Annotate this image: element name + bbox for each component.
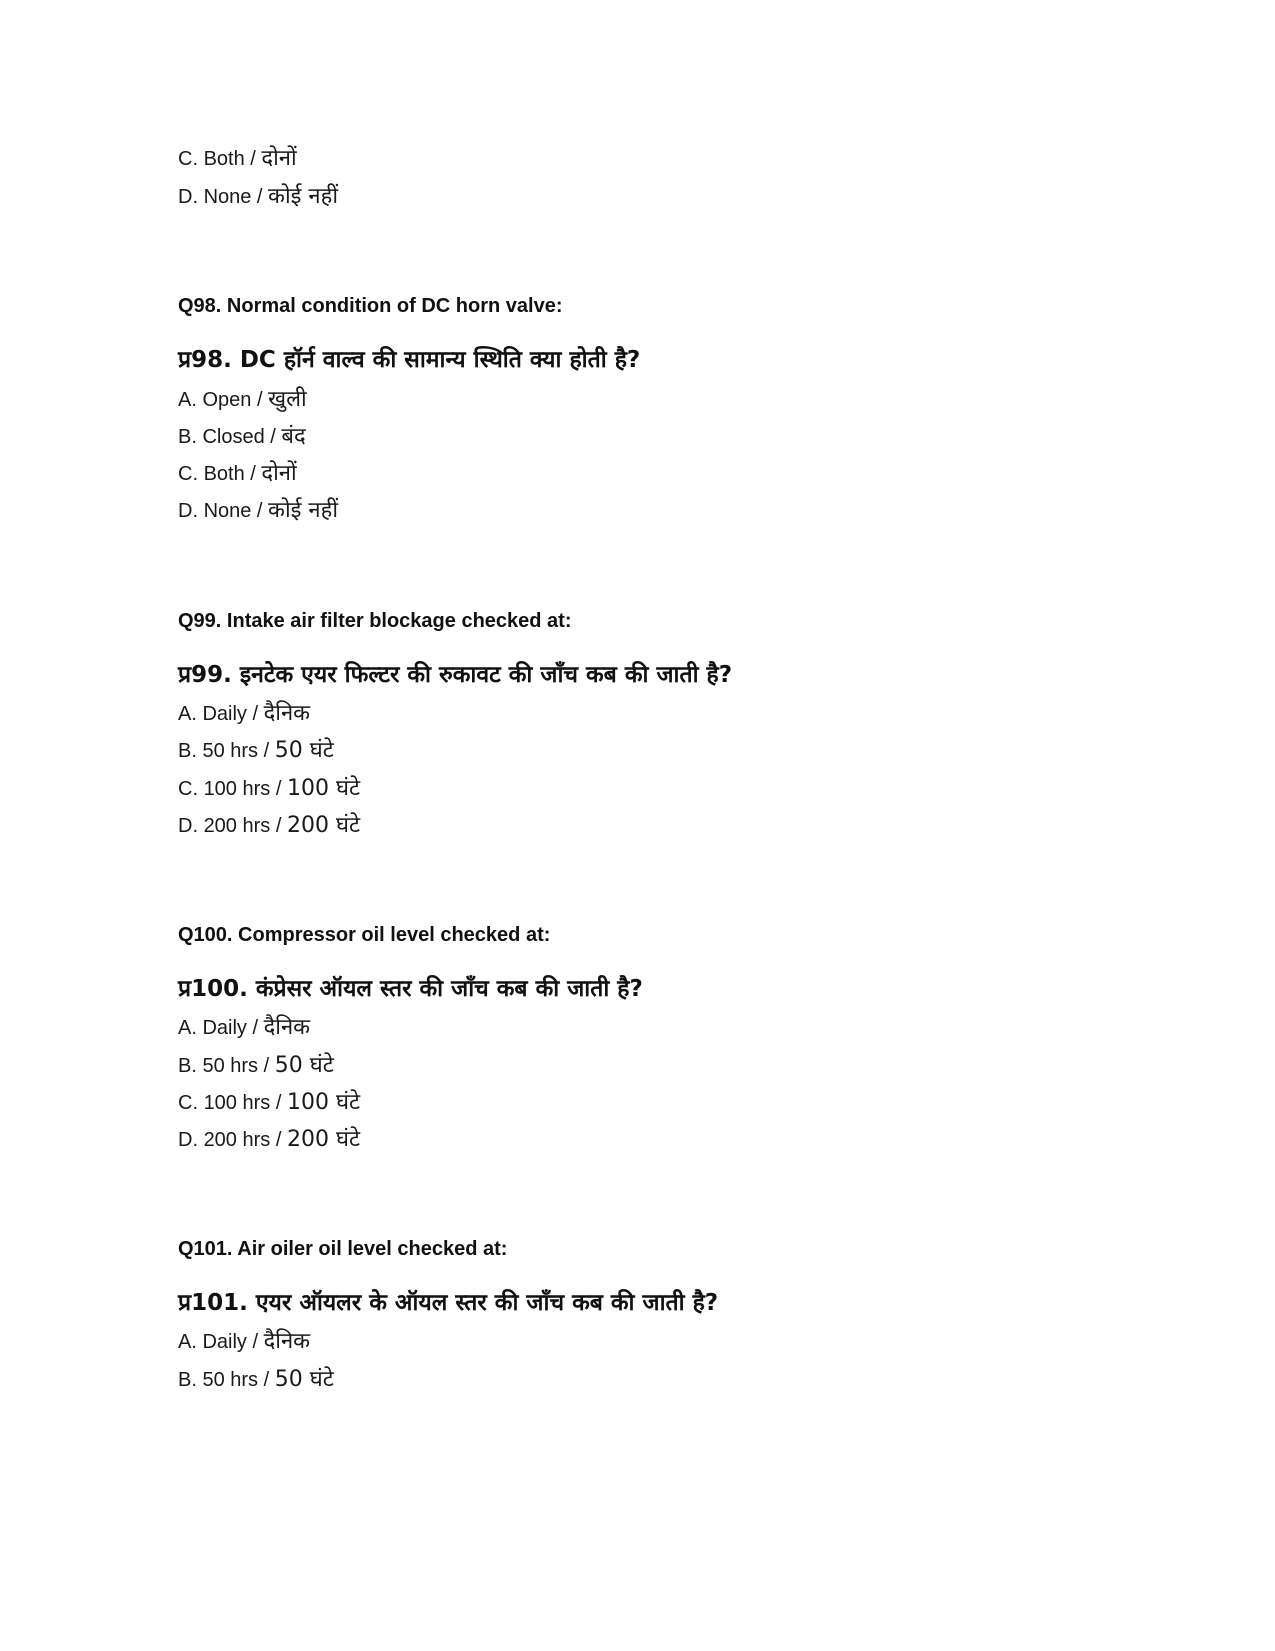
option-letter: B. — [178, 1055, 197, 1077]
question-title-en: Q98. Normal condition of DC horn valve: — [178, 295, 563, 317]
option-text-hi: दैनिक — [263, 1329, 311, 1354]
separator: / — [244, 148, 262, 170]
option-c — [178, 1092, 360, 1114]
option-text-en: Daily — [202, 703, 247, 725]
option-letter: C. — [178, 1092, 198, 1114]
option-text-en: 50 hrs — [202, 740, 259, 762]
option-text-en: 100 hrs — [203, 778, 271, 800]
option-continued-d — [178, 186, 338, 208]
separator: / — [264, 426, 282, 448]
separator: / — [258, 1055, 275, 1077]
option-text-en: Both — [203, 463, 245, 485]
option-text-hi: 50 घंटे — [274, 1367, 334, 1392]
option-text-en: Open — [202, 389, 252, 411]
option-text-hi: 50 घंटे — [274, 738, 334, 763]
option-letter: B. — [178, 1369, 197, 1391]
option-letter: C. — [178, 778, 198, 800]
option-c — [178, 463, 297, 485]
question-title-en: Q99. Intake air filter blockage checked at: — [178, 610, 572, 632]
option-c — [178, 778, 360, 800]
separator: / — [270, 1092, 287, 1114]
option-letter: D. — [178, 186, 198, 208]
question-title-en: Q100. Compressor oil level checked at: — [178, 924, 551, 946]
option-b — [178, 740, 334, 762]
option-text-hi: 100 घंटे — [286, 1090, 361, 1115]
option-d — [178, 500, 338, 522]
separator: / — [258, 1369, 275, 1391]
option-text-hi: कोई नहीं — [268, 184, 339, 209]
separator: / — [246, 703, 264, 725]
option-a — [178, 703, 310, 725]
question-title-hi: प्र101. एयर ऑयलर के ऑयल स्तर की जाँच कब की जाती है? — [178, 1290, 719, 1316]
question-title-hi: प्र99. इनटेक एयर फिल्टर की रुकावट की जाँच कब की जाती है? — [178, 662, 733, 688]
question-title-hi: प्र100. कंप्रेसर ऑयल स्तर की जाँच कब की जाती है? — [178, 976, 643, 1002]
option-letter: D. — [178, 1129, 198, 1151]
option-text-en: Daily — [202, 1017, 247, 1039]
option-text-hi: दैनिक — [263, 701, 311, 726]
option-letter: A. — [178, 389, 197, 411]
option-text-hi: दोनों — [261, 146, 297, 171]
option-text-en: None — [203, 186, 252, 208]
option-d — [178, 1129, 360, 1151]
question-title-hi: प्र98. DC हॉर्न वाल्व की सामान्य स्थिति क्या होती है? — [178, 347, 641, 373]
option-letter: D. — [178, 815, 198, 837]
option-a — [178, 389, 307, 411]
option-letter: B. — [178, 426, 197, 448]
option-d — [178, 815, 360, 837]
option-a — [178, 1017, 310, 1039]
option-a — [178, 1331, 310, 1353]
separator: / — [251, 500, 269, 522]
option-b — [178, 1055, 334, 1077]
option-text-hi: 200 घंटे — [286, 1127, 361, 1152]
option-letter: C. — [178, 463, 198, 485]
option-text-en: Both — [203, 148, 245, 170]
option-letter: D. — [178, 500, 198, 522]
option-text-en: Closed — [202, 426, 265, 448]
option-text-hi: 50 घंटे — [274, 1053, 334, 1078]
option-text-hi: 200 घंटे — [286, 813, 361, 838]
option-text-en: 200 hrs — [203, 815, 271, 837]
option-text-hi: खुली — [268, 387, 307, 412]
separator: / — [258, 740, 275, 762]
separator: / — [246, 1331, 264, 1353]
option-letter: A. — [178, 1017, 197, 1039]
option-text-en: Daily — [202, 1331, 247, 1353]
option-letter: B. — [178, 740, 197, 762]
option-text-hi: बंद — [281, 424, 306, 449]
separator: / — [244, 463, 262, 485]
separator: / — [270, 1129, 287, 1151]
separator: / — [270, 778, 287, 800]
option-text-en: 50 hrs — [202, 1369, 259, 1391]
separator: / — [246, 1017, 264, 1039]
option-text-en: 100 hrs — [203, 1092, 271, 1114]
question-title-en: Q101. Air oiler oil level checked at: — [178, 1238, 508, 1260]
separator: / — [251, 186, 269, 208]
option-text-en: None — [203, 500, 252, 522]
separator: / — [251, 389, 269, 411]
option-letter: A. — [178, 703, 197, 725]
option-text-en: 200 hrs — [203, 1129, 271, 1151]
option-text-hi: दैनिक — [263, 1015, 311, 1040]
option-text-hi: 100 घंटे — [286, 776, 361, 801]
option-b — [178, 426, 306, 448]
separator: / — [270, 815, 287, 837]
option-continued-c — [178, 148, 297, 170]
option-letter: C. — [178, 148, 198, 170]
option-letter: A. — [178, 1331, 197, 1353]
option-text-hi: दोनों — [261, 461, 297, 486]
option-text-hi: कोई नहीं — [268, 498, 339, 523]
option-text-en: 50 hrs — [202, 1055, 259, 1077]
option-b — [178, 1369, 334, 1391]
